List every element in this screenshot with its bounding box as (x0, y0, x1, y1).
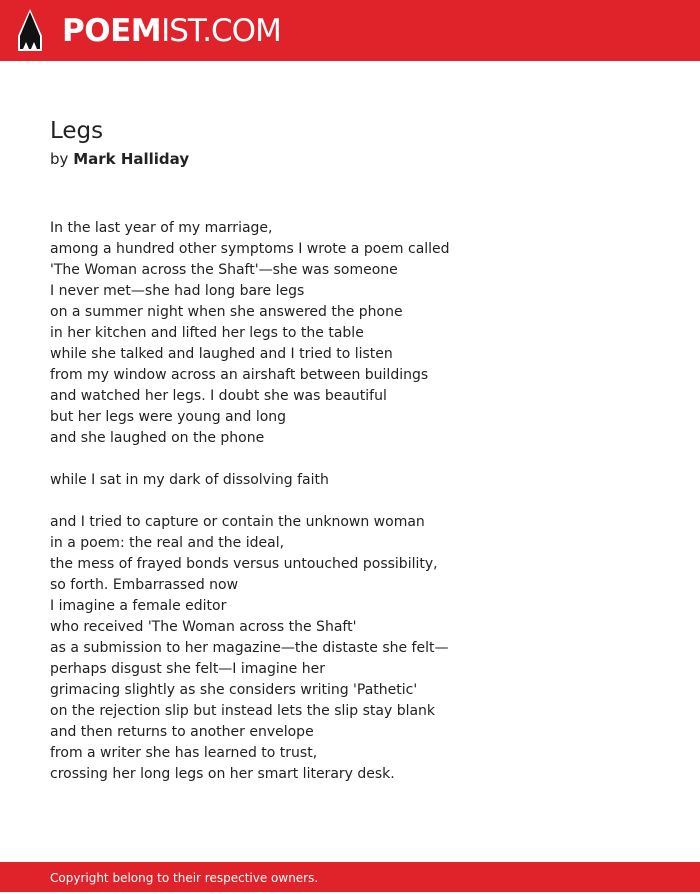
poem-line: and she laughed on the phone (50, 430, 265, 446)
copyright-text: Copyright belong to their respective owners. (50, 871, 319, 885)
poem-line: from my window across an airshaft between buildings (50, 367, 429, 383)
byline (50, 148, 189, 170)
site-footer (0, 862, 700, 892)
poem-line: who received 'The Woman across the Shaft' (50, 619, 357, 635)
poem-line: as a submission to her magazine—the distaste she felt— (50, 640, 449, 656)
poem-line: perhaps disgust she felt—I imagine her (50, 661, 325, 677)
poem-line: and I tried to capture or contain the unknown woman (50, 514, 425, 530)
site-header (0, 0, 700, 61)
poem-line: and watched her legs. I doubt she was beautiful (50, 388, 387, 404)
poem-line: in a poem: the real and the ideal, (50, 535, 285, 551)
poem-line: from a writer she has learned to trust, (50, 745, 318, 761)
author-name: Mark Halliday (73, 150, 190, 168)
poem-line: the mess of frayed bonds versus untouched possibility, (50, 556, 438, 572)
poem-line: on the rejection slip but instead lets the slip stay blank (50, 703, 436, 719)
poem-line: in her kitchen and lifted her legs to the table (50, 325, 364, 341)
logo-bold-text: POEM (62, 13, 162, 49)
poem-line: and then returns to another envelope (50, 724, 314, 740)
by-label: by (50, 150, 69, 168)
poem-line: while I sat in my dark of dissolving faith (50, 472, 329, 488)
logo-light-text: IST.COM (161, 13, 281, 49)
poem-line: 'The Woman across the Shaft'—she was someone (50, 262, 398, 278)
stanza-break (50, 491, 670, 512)
poem-body (50, 218, 670, 785)
poem-line: In the last year of my marriage, (50, 220, 273, 236)
stanza-break (50, 449, 670, 470)
poem-line: crossing her long legs on her smart literary desk. (50, 766, 395, 782)
poem-line: on a summer night when she answered the phone (50, 304, 403, 320)
pencil-icon[interactable] (18, 9, 42, 51)
poem-line: I imagine a female editor (50, 598, 227, 614)
poem-line: so forth. Embarrassed now (50, 577, 239, 593)
poem-line: but her legs were young and long (50, 409, 287, 425)
poem-line: among a hundred other symptoms I wrote a poem called (50, 241, 450, 257)
poem-line: while she talked and laughed and I tried to listen (50, 346, 393, 362)
poem-line: grimacing slightly as she considers writing 'Pathetic' (50, 682, 418, 698)
poem-title: Legs (50, 118, 104, 144)
poem-line: I never met—she had long bare legs (50, 283, 305, 299)
site-logo[interactable] (62, 12, 281, 50)
